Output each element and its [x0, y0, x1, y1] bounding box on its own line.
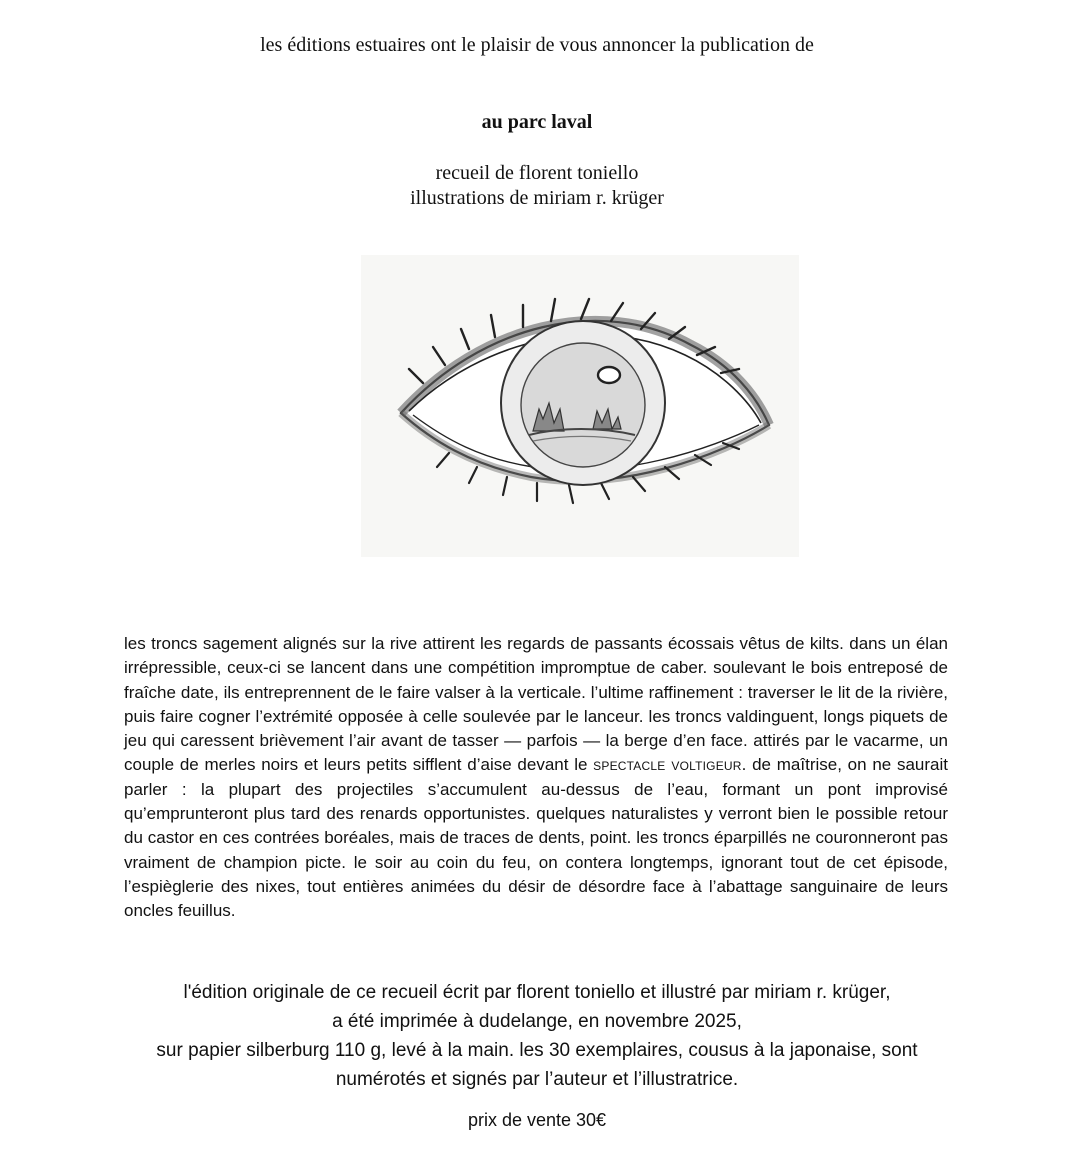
colophon-line-3: sur papier silberburg 110 g, levé à la main. les 30 exemplaires, cousus à la japonaise, sont: [156, 1040, 918, 1061]
book-credits: [0, 161, 1074, 211]
excerpt-part-1: les troncs sagement alignés sur la rive attirent les regards de passants écossais vêtus de kilts. dans un élan irrépressible, ceux-ci se lancent dans une compétition impromptue de caber. soulevant le bois entreposé de fraîche date, ils entreprennent de le faire valser à la verticale. l’ultime raffinement : traverser le lit de la rivière, puis faire cogner l’extrémité opposée à celle soulevée par le lanceur. les troncs valdinguent, longs piquets de jeu qui caressent brièvement l’air avant de tasser — parfois — la berge d’en face. attirés par le vacarme, un couple de merles noirs et leurs petits sifflent d’aise devant le: [124, 634, 948, 775]
eye-drawing-icon: [361, 255, 799, 557]
colophon-line-2: a été imprimée à dudelange, en novembre 2025,: [332, 1011, 742, 1032]
colophon-line-1: l'édition originale de ce recueil écrit par florent toniello et illustré par miriam r. krüger,: [183, 982, 891, 1003]
colophon-line-4: numérotés et signés par l’auteur et l’illustratrice.: [335, 1069, 739, 1090]
colophon: [0, 978, 1074, 1094]
excerpt-paragraph: [124, 632, 948, 924]
excerpt-part-2: . de maîtrise, on ne saurait parler : la plupart des projectiles s’accumulent au-dessus de l’eau, formant un pont improvisé qu’emprunteront plus tard des renards opportunistes. quelques naturalistes y verront bien le possible retour du castor en ces contrées boréales, mais de traces de dents, point. les troncs éparpillés ne couronneront pas vraiment de champion picte. le soir au coin du feu, on contera longtemps, ignorant tout de cet épisode, l’espièglerie des nixes, tout entières animées du désir de désordre face à l’abattage sanguinaire de leurs oncles feuillus.: [124, 755, 948, 921]
excerpt-smallcaps: spectacle voltigeur: [593, 755, 742, 775]
price-line: prix de vente 30€: [467, 1110, 607, 1130]
illustrator-line: illustrations de miriam r. krüger: [410, 187, 664, 209]
author-line: recueil de florent toniello: [435, 162, 639, 184]
book-title: au parc laval: [481, 111, 593, 133]
announcement-line: les éditions estuaires ont le plaisir de vous annoncer la publication de: [260, 34, 814, 56]
eye-illustration: [361, 255, 799, 557]
